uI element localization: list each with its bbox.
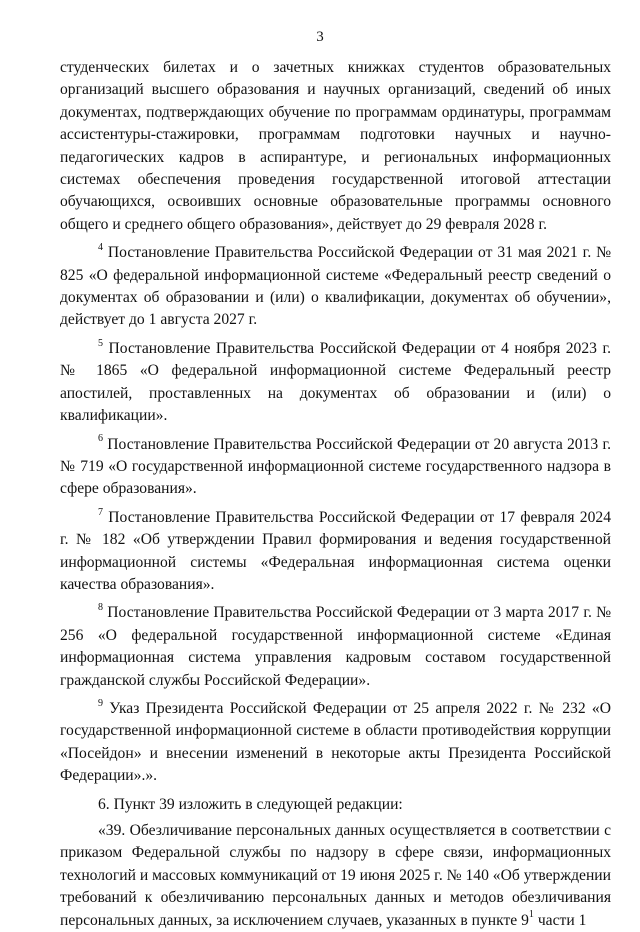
footnote-text: Постановление Правительства Российской Федерации от 31 мая 2021 г. № 825 «О федеральной информационной системе «Федеральный реестр сведений о документах об образовании и (или) о квалификации, документах об обучении», действует до 1 августа 2027 г. bbox=[60, 244, 611, 329]
footnote-marker: 5 bbox=[98, 337, 103, 349]
footnote-5 bbox=[60, 338, 611, 428]
superscript-index: 1 bbox=[528, 909, 534, 921]
page-number: 3 bbox=[316, 29, 324, 45]
footnote-7 bbox=[60, 507, 611, 597]
amendment-quote-39 bbox=[60, 820, 611, 932]
footnote-text: Постановление Правительства Российской Федерации от 4 ноября 2023 г. № 1865 «О федеральной информационной системе Федеральный реестр апостилей, проставленных на документах об образовании и (или) о квалификации». bbox=[60, 339, 611, 425]
footnote-marker: 9 bbox=[98, 697, 103, 709]
footnote-6 bbox=[60, 434, 611, 501]
footnote-marker: 7 bbox=[98, 506, 103, 518]
footnote-9 bbox=[60, 698, 611, 788]
amendment-item-6: 6. Пункт 39 изложить в следующей редакции: bbox=[98, 795, 403, 813]
footnote-text: Указ Президента Российской Федерации от 25 апреля 2022 г. № 232 «О государственной информационной системе в области противодействия коррупции «Посейдон» и внесении изменений в некоторые акты Президента Российской Федерации».». bbox=[60, 699, 611, 785]
footnote-text: Постановление Правительства Российской Федерации от 3 марта 2017 г. № 256 «О федеральной государственной информационной системе «Единая информационная система управления кадровым составом государственной гражданской службы Российской Федерации». bbox=[60, 604, 611, 689]
footnote-8 bbox=[60, 602, 611, 692]
footnote-marker: 8 bbox=[98, 602, 103, 614]
footnote-text: Постановление Правительства Российской Федерации от 17 февраля 2024 г. № 182 «Об утверждении Правил формирования и ведения государственной информационной системы «Федеральная информационная система оценки качества образования». bbox=[60, 508, 611, 593]
document-body bbox=[60, 57, 611, 932]
quote-text: «39. Обезличивание персональных данных осуществляется в соответствии с приказом Федеральной службы по надзору в сфере связи, информационных технологий и массовых коммуникаций от 19 июня 2025 г. № 140 «Об утверждении требований к обезличиванию персональных данных и методов обезличивания персональных данных, за исключением случаев, указанных в пункте 9 bbox=[60, 822, 611, 929]
footnote-text: Постановление Правительства Российской Федерации от 20 августа 2013 г. № 719 «О государственной информационной системе государственного надзора в сфере образования». bbox=[60, 435, 612, 498]
footnote-4 bbox=[60, 242, 611, 332]
continuation-paragraph: студенческих билетах и о зачетных книжках студентов образовательных организаций высшего образования и научных организаций, сведений об иных документах, подтверждающих обучение по программам ординатуры, программам ассистентуры-стажировки, программам подготовки научных и научно-педагогических кадров в аспирантуре, и региональных информационных системах обеспечения проведения государственной итоговой аттестации обучающихся, освоивших основные образовательные программы основного общего и среднего общего образования», действует до 29 февраля 2028 г. bbox=[60, 59, 611, 233]
footnote-marker: 4 bbox=[98, 242, 103, 254]
footnote-marker: 6 bbox=[98, 433, 103, 445]
quote-text-tail: части 1 bbox=[533, 911, 587, 929]
